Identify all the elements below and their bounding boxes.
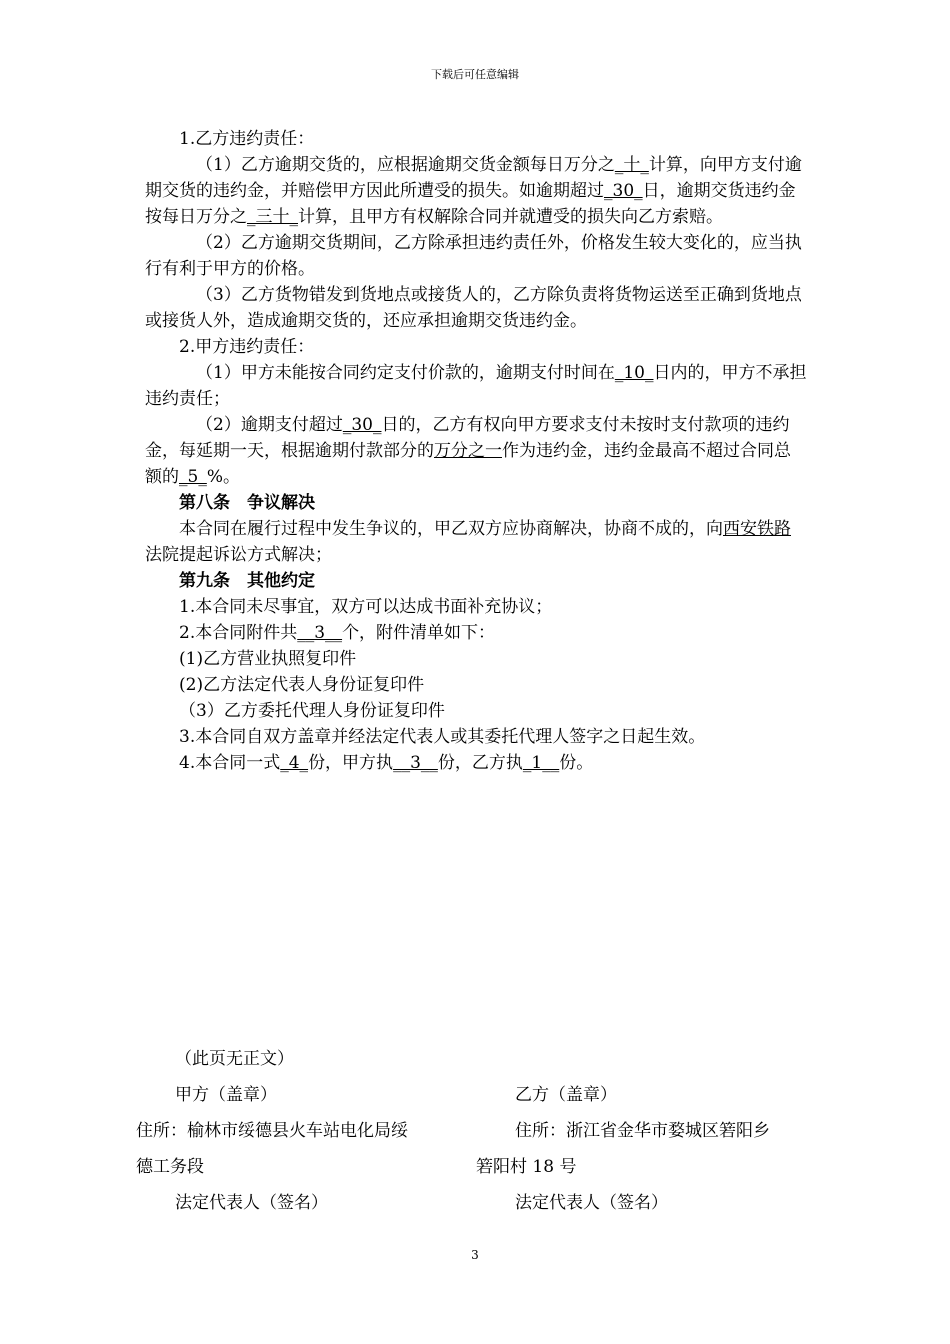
party-a-seal: 甲方（盖章） <box>175 1085 277 1105</box>
party-b-address-line-2: 箬阳村 18 号 <box>476 1157 577 1177</box>
text: 日内的，甲方不承担违约责任； <box>145 363 807 409</box>
breach-buyer-heading: 2.甲方违约责任： <box>179 337 315 357</box>
text: 4.本合同一式 <box>179 753 281 773</box>
party-b-address-line-1: 住所：浙江省金华市婺城区箬阳乡 <box>515 1121 770 1141</box>
contract-body <box>145 126 807 776</box>
paragraph-price-change: （2）乙方逾期交货期间，乙方除承担违约责任外，价格发生较大变化的，应当执行有利于甲方的价格。 <box>145 233 802 279</box>
text: 计算，且甲方有权解除合同并就遭受的损失向乙方索赔。 <box>298 207 723 227</box>
text: 法院提起诉讼方式解决； <box>145 545 332 565</box>
underlined-value: __3__ <box>297 623 343 643</box>
text: 日的，乙方有权向甲方要求支付未按时支付款项的违约金，每延期一天，根据逾期付款部分的 <box>145 415 790 461</box>
party-a-representative: 法定代表人（签名） <box>175 1193 328 1213</box>
text: 个，附件清单如下： <box>342 623 496 643</box>
party-a-address-line-2: 德工务段 <box>136 1157 204 1177</box>
article-9-title: 第九条 其他约定 <box>179 571 315 591</box>
page-number: 3 <box>471 1248 479 1262</box>
text: （1）乙方逾期交货的，应根据逾期交货金额每日万分之 <box>196 155 615 175</box>
party-a-address-line-1: 住所：榆林市绥德县火车站电化局绥 <box>136 1121 408 1141</box>
underlined-value: 万分之一 <box>434 441 502 461</box>
underlined-value: _三十_ <box>247 207 298 227</box>
breach-seller-heading: 1.乙方违约责任： <box>179 129 315 149</box>
paragraph-late-payment <box>145 360 807 412</box>
paragraph-wrong-delivery: （3）乙方货物错发到货地点或接货人的，乙方除负责将货物运送至正确到货地点或接货人外，造成逾期交货的，还应承担逾期交货违约金。 <box>145 285 802 331</box>
attachment-item-2: (2)乙方法定代表人身份证复印件 <box>179 675 425 695</box>
text: 份，乙方执 <box>437 753 523 773</box>
paragraph-attachments <box>145 620 807 646</box>
text: 计算，向甲方支付逾期交货的违约金，并赔偿甲方因此所遭受的损失。如逾期超过 <box>145 155 802 201</box>
attachment-item-3: （3）乙方委托代理人身份证复印件 <box>179 701 445 721</box>
text: 份。 <box>559 753 594 773</box>
text: 日，逾期交货违约金按每日万分之 <box>145 181 796 227</box>
paragraph-effective: 3.本合同自双方盖章并经法定代表人或其委托代理人签字之日起生效。 <box>179 727 706 747</box>
no-text-note: （此页无正文） <box>175 1049 294 1069</box>
underlined-value: _十_ <box>614 155 649 175</box>
paragraph-dispute <box>145 516 807 568</box>
page-header: 下载后可任意编辑 <box>431 68 519 81</box>
text: 份，甲方执 <box>308 753 394 773</box>
underlined-value: __3__ <box>393 753 438 773</box>
article-8-title: 第八条 争议解决 <box>179 493 315 513</box>
text: 作为违约金，违约金最高不超过合同总额的 <box>145 441 791 487</box>
underlined-value: _5_ <box>179 467 207 487</box>
attachment-item-1: (1)乙方营业执照复印件 <box>179 649 357 669</box>
paragraph-payment-penalty <box>145 412 807 490</box>
paragraph-supplement: 1.本合同未尽事宜，双方可以达成书面补充协议； <box>179 597 553 617</box>
text: （2）逾期支付超过 <box>196 415 343 435</box>
underlined-value: _4_ <box>280 753 309 773</box>
text: %。 <box>206 467 240 487</box>
paragraph-late-delivery <box>145 152 807 230</box>
underlined-value: _30_ <box>604 181 643 201</box>
underlined-value: 西安铁路 <box>723 519 791 539</box>
text: 本合同在履行过程中发生争议的，甲乙双方应协商解决，协商不成的，向 <box>179 519 723 539</box>
text: （1）甲方未能按合同约定支付价款的，逾期支付时间在 <box>196 363 615 383</box>
text: 2.本合同附件共 <box>179 623 298 643</box>
underlined-value: _1__ <box>522 753 560 773</box>
underlined-value: _10_ <box>614 363 654 383</box>
party-b-representative: 法定代表人（签名） <box>515 1193 668 1213</box>
party-b-seal: 乙方（盖章） <box>515 1085 617 1105</box>
underlined-value: _30_ <box>342 415 382 435</box>
paragraph-copies <box>145 750 807 776</box>
